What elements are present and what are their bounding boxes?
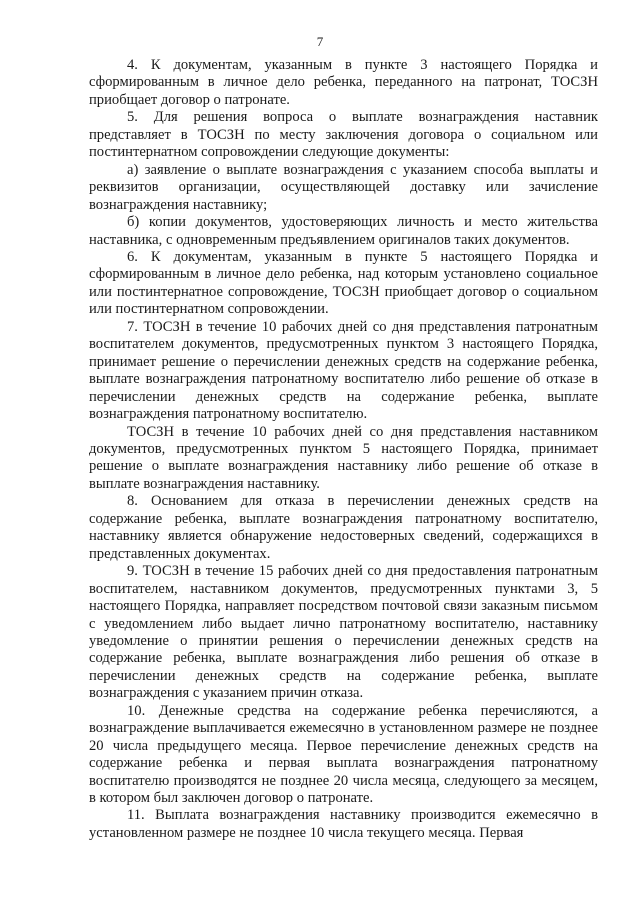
paragraph-item-7-continued: ТОСЗН в течение 10 рабочих дней со дня представления наставником документов, предусмотренных пунктом 5 настоящего Порядка, принимает решение о выплате вознаграждения наставнику либо решение об отказе в выплате вознаграждения наставнику. (89, 423, 598, 492)
paragraph-item-5: 5. Для решения вопроса о выплате вознаграждения наставник представляет в ТОСЗН по месту заключения договора о социальном или постинтернатном сопровождении следующие документы: (89, 109, 598, 161)
paragraph-subitem-b: б) копии документов, удостоверяющих личность и место жительства наставника, с одновременным предъявлением оригиналов таких документов. (89, 214, 598, 248)
paragraph-item-7: 7. ТОСЗН в течение 10 рабочих дней со дня представления патронатным воспитателем документов, предусмотренных пунктом 3 настоящего Порядка, принимает решение о перечислении денежных средств на содержание ребенка, выплате вознаграждения патронатному воспитателю либо решение об отказе в перечислении денежных средств на содержание ребенка, выплате вознаграждения патронатному воспитателю. (89, 318, 598, 423)
paragraph-item-6: 6. К документам, указанным в пункте 5 настоящего Порядка и сформированным в личное дело ребенка, над которым установлено социальное или постинтернатное сопровождение, ТОСЗН приобщает договор о социальном или постинтернатном сопровождении. (89, 248, 598, 318)
paragraph-item-8: 8. Основанием для отказа в перечислении денежных средств на содержание ребенка, выплате вознаграждения патронатному воспитателю, наставнику является обнаружение недостоверных сведений, содержащихся в представленных документах. (89, 493, 598, 562)
paragraph-item-9: 9. ТОСЗН в течение 15 рабочих дней со дня предоставления патронатным воспитателем, наставником документов, предусмотренных пунктами 3, 5 настоящего Порядка, направляет посредством почтовой связи заказным письмом с уведомлением либо выдает лично патронатному воспитателю, наставнику уведомление о принятии решения о перечислении денежных средств на содержание ребенка, выплате вознаграждения либо решения об отказе в перечислении денежных средств на содержание ребенка, выплате вознаграждения с указанием причин отказа. (89, 563, 598, 702)
paragraph-subitem-a: а) заявление о выплате вознаграждения с указанием способа выплаты и реквизитов организации, осуществляющей доставку или зачисление вознаграждения наставнику; (89, 161, 598, 213)
paragraph-item-4: 4. К документам, указанным в пункте 3 настоящего Порядка и сформированным в личное дело ребенка, переданного на патронат, ТОСЗН приобщает договор о патронате. (89, 57, 598, 108)
paragraph-item-10: 10. Денежные средства на содержание ребенка перечисляются, а вознаграждение выплачивается ежемесячно в установленном размере не позднее 20 числа предыдущего месяца. Первое перечисление денежных средств на содержание ребенка и первая выплата вознаграждения патронатному воспитателю производятся не позднее 20 числа месяца, следующего за месяцем, в котором был заключен договор о патронате. (89, 702, 598, 807)
page-number: 7 (316, 34, 324, 49)
document-body (89, 57, 598, 842)
paragraph-item-11: 11. Выплата вознаграждения наставнику производится ежемесячно в установленном размере не позднее 10 числа текущего месяца. Первая (89, 807, 598, 841)
